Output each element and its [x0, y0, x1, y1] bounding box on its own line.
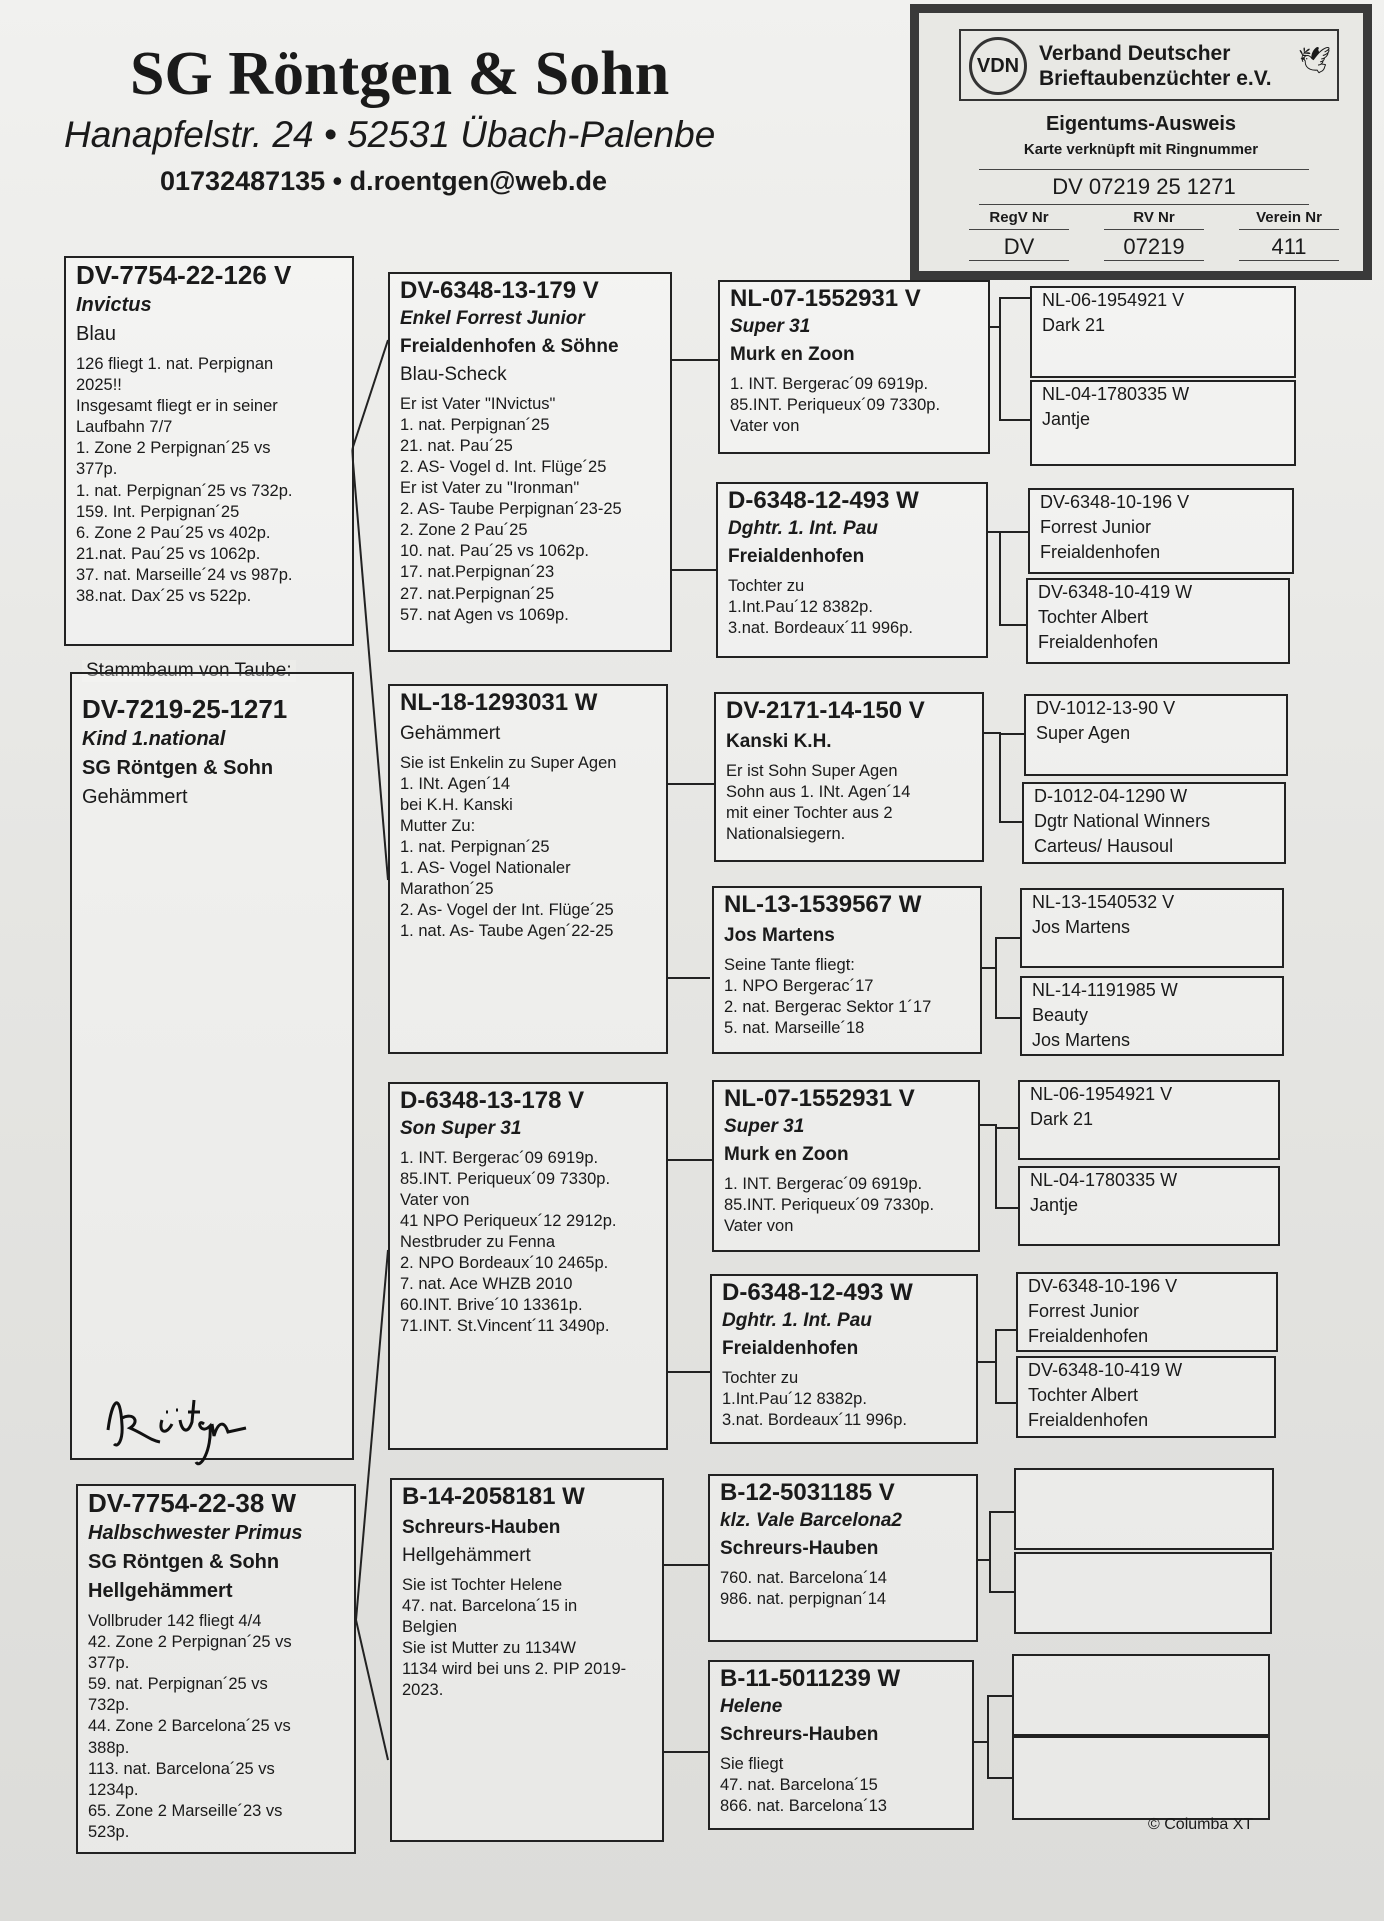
gen4-card	[1022, 782, 1286, 864]
gen2-line: Sie ist Tochter Helene	[402, 1575, 563, 1594]
sire-line: 21.nat. Pau´25 vs 1062p.	[76, 544, 261, 563]
subject-breeder: SG Röntgen & Sohn	[82, 756, 274, 779]
gen2-line: Nestbruder zu Fenna	[400, 1233, 556, 1252]
dam-color: Hellgehämmert	[88, 1579, 233, 1602]
gen2-line: 1. INT. Bergerac´09 6919p.	[400, 1148, 599, 1167]
gen3-line: 85.INT. Periqueux´09 7330p.	[730, 395, 941, 414]
sire-line: 6. Zone 2 Pau´25 vs 402p.	[76, 523, 271, 542]
gen2-line: 47. nat. Barcelona´15 in	[402, 1596, 578, 1615]
gen4-ring: NL-14-1191985 W	[1032, 980, 1178, 1000]
dam-line: Vollbruder 142 fliegt 4/4	[88, 1611, 262, 1630]
connector-g3e-g4i	[978, 1125, 1018, 1128]
gen3-breeder: Murk en Zoon	[730, 343, 855, 365]
gen2-performance	[400, 1148, 656, 1338]
gen2-performance	[400, 753, 656, 943]
dam-line: 65. Zone 2 Marseille´23 vs	[88, 1801, 283, 1820]
gen3-breeder: Schreurs-Hauben	[720, 1537, 879, 1559]
sire-line: 159. Int. Perpignan´25	[76, 502, 240, 521]
sire-line: Insgesamt fliegt er in seiner	[76, 397, 278, 416]
gen4-card	[1030, 286, 1296, 378]
gen3-line: 1.Int.Pau´12 8382p.	[728, 597, 873, 616]
gen3-ring: D-6348-12-493 W	[728, 487, 919, 514]
dam-line: 59. nat. Perpignan´25 vs	[88, 1675, 268, 1694]
gen3-line: 1. INT. Bergerac´09 6919p.	[730, 374, 929, 393]
gen4-breeder: Carteus/ Hausoul	[1034, 835, 1174, 856]
regv-value: DV	[969, 230, 1069, 261]
association-name-line1: Verband Deutscher	[1039, 42, 1231, 65]
gen3-breeder: Freialdenhofen	[722, 1337, 859, 1359]
gen2-line: 60.INT. Brive´10 13361p.	[400, 1296, 583, 1315]
gen4-name: Super Agen	[1036, 722, 1131, 743]
gen2-line: 1. AS- Vogel Nationaler	[400, 859, 571, 878]
gen2-line: 57. nat Agen vs 1069p.	[400, 605, 569, 624]
gen3-line: Sohn aus 1. INt. Agen´14	[726, 782, 911, 801]
gen2-ring: NL-18-1293031 W	[400, 689, 598, 716]
sire-line: 37. nat. Marseille´24 vs 987p.	[76, 565, 293, 584]
sire-name: Invictus	[76, 293, 152, 316]
sire-ring: DV-7754-22-126 V	[76, 260, 292, 290]
gen2-line: 1134 wird bei uns 2. PIP 2019-	[402, 1660, 627, 1679]
dam-line: 1234p.	[88, 1780, 139, 1799]
gen3-ring: B-12-5031185 V	[720, 1479, 895, 1506]
gen3-breeder: Schreurs-Hauben	[720, 1723, 879, 1745]
gen2-line: 10. nat. Pau´25 vs 1062p.	[400, 542, 589, 561]
dam-line: 44. Zone 2 Barcelona´25 vs	[88, 1717, 291, 1736]
pedigree-label: Stammbaum von Taube:	[82, 660, 296, 682]
ownership-title: Eigentums-Ausweis	[1045, 113, 1237, 135]
gen4-name: Jantje	[1042, 408, 1091, 429]
gen3-ring: D-6348-12-493 W	[722, 1279, 913, 1306]
dam-line: 42. Zone 2 Perpignan´25 vs	[88, 1633, 292, 1651]
subject-ring: DV-7219-25-1271	[82, 694, 288, 724]
gen3-breeder: Jos Martens	[724, 924, 835, 946]
gen4-card	[1028, 488, 1294, 574]
gen4-ring: DV-6348-10-196 V	[1040, 492, 1190, 512]
association-logo: VDN	[969, 37, 1027, 95]
dam-line: 113. nat. Barcelona´25 vs	[88, 1759, 275, 1778]
grandsire-paternal-card	[388, 272, 672, 652]
gen3-lines	[724, 1174, 968, 1237]
gen2-ring: DV-6348-13-179 V	[400, 277, 599, 304]
gen2-performance	[400, 394, 660, 626]
connector-dam-gen2d	[356, 1620, 388, 1760]
gen3-lines	[720, 1754, 962, 1817]
gen4-ring: NL-06-1954921 V	[1042, 290, 1185, 310]
gen2-line: Vater von	[400, 1190, 470, 1209]
gen3-name: Helene	[720, 1695, 783, 1717]
gen3-card	[708, 1660, 974, 1830]
gen3-name: Super 31	[730, 315, 811, 337]
gen2-line: 1. INt. Agen´14	[400, 774, 511, 793]
gen3-line: 3.nat. Bordeaux´11 996p.	[728, 618, 913, 637]
gen3-lines	[728, 576, 976, 639]
gen2-line: bei K.H. Kanski	[400, 795, 513, 814]
sire-line: 1. nat. Perpignan´25 vs 732p.	[76, 481, 293, 500]
sire-line: 126 fliegt 1. nat. Perpignan	[76, 354, 274, 373]
sire-line: 38.nat. Dax´25 vs 522p.	[76, 587, 252, 606]
gen2-line: 1. nat. Perpignan´25	[400, 838, 550, 857]
gen3-lines	[720, 1568, 966, 1610]
gen4-card	[1024, 694, 1288, 776]
gen4-ring: NL-13-1540532 V	[1032, 892, 1175, 912]
gen2-line: 2023.	[402, 1681, 444, 1700]
gen2-breeder: Schreurs-Hauben	[402, 1516, 561, 1538]
gen3-line: 85.INT. Periqueux´09 7330p.	[724, 1195, 935, 1214]
sire-line: 2025!!	[76, 376, 122, 394]
sire-line: 1. Zone 2 Perpignan´25 vs	[76, 439, 271, 458]
gen2-line: 41 NPO Periqueux´12 2912p.	[400, 1211, 617, 1230]
verein-label: Verein Nr	[1239, 209, 1339, 230]
gen2-color: Blau-Scheck	[400, 363, 507, 385]
gen2-line: 27. nat.Perpignan´25	[400, 584, 555, 603]
gen4-name: Tochter Albert	[1028, 1384, 1139, 1405]
gen4-breeder: Freialdenhofen	[1028, 1409, 1149, 1430]
gen2-line: 21. nat. Pau´25	[400, 436, 513, 455]
gen4-breeder: Freialdenhofen	[1028, 1325, 1149, 1346]
dam-performance	[88, 1611, 344, 1843]
gen3-line: 1. INT. Bergerac´09 6919p.	[724, 1174, 923, 1193]
gen3-lines	[724, 955, 970, 1039]
gen3-breeder: Freialdenhofen	[728, 545, 865, 567]
gen2-line: Sie ist Mutter zu 1134W	[402, 1638, 576, 1657]
copyright-note: © Columba XT	[1148, 1816, 1254, 1833]
gen3-line: Er ist Sohn Super Agen	[726, 761, 898, 780]
gen3-ring: B-11-5011239 W	[720, 1665, 901, 1692]
gen2-line: Mutter Zu:	[400, 816, 476, 835]
subject-name: Kind 1.national	[82, 727, 226, 750]
gen3-line: Sie fliegt	[720, 1754, 784, 1773]
gen3-line: 1. NPO Bergerac´17	[724, 976, 874, 995]
gen3-card	[718, 280, 990, 454]
gen4-card	[1018, 1166, 1280, 1246]
gen3-line: Tochter zu	[722, 1368, 799, 1387]
gen4-name: Dark 21	[1042, 314, 1106, 335]
pigeon-icon: 🕊	[1297, 45, 1331, 75]
gen4-card	[1030, 380, 1296, 466]
dam-name: Halbschwester Primus	[88, 1521, 303, 1544]
dam-breeder: SG Röntgen & Sohn	[88, 1550, 280, 1573]
gen4-ring: NL-04-1780335 W	[1030, 1170, 1178, 1190]
gen2-line: 2. As- Vogel der Int. Flüge´25	[400, 901, 614, 920]
granddam-paternal-card	[388, 684, 668, 1054]
gen4-ring: DV-6348-10-196 V	[1028, 1276, 1178, 1296]
gen3-line: Nationalsiegern.	[726, 824, 846, 843]
gen3-name: Dghtr. 1. Int. Pau	[728, 517, 878, 539]
gen3-line: 2. nat. Bergerac Sektor 1´17	[724, 997, 932, 1016]
dam-line: 388p.	[88, 1738, 130, 1757]
regv-label: RegV Nr	[969, 209, 1069, 230]
gen3-line: 3.nat. Bordeaux´11 996p.	[722, 1410, 907, 1429]
gen2-color: Hellgehämmert	[402, 1544, 531, 1566]
dam-ring: DV-7754-22-38 W	[88, 1488, 297, 1518]
rv-label: RV Nr	[1104, 209, 1204, 230]
gen3-line: Vater von	[724, 1216, 794, 1235]
gen4-card-empty	[1014, 1552, 1272, 1634]
dam-line: 377p.	[88, 1654, 130, 1673]
gen3-ring: DV-2171-14-150 V	[726, 697, 925, 724]
gen2-ring: B-14-2058181 W	[402, 1483, 585, 1510]
gen2-performance	[402, 1575, 652, 1702]
gen3-line: 866. nat. Barcelona´13	[720, 1796, 887, 1815]
gen2-line: Belgien	[402, 1617, 458, 1636]
connector-g3f-g4k	[978, 1330, 1016, 1362]
gen4-ring: DV-6348-10-419 W	[1028, 1360, 1183, 1380]
connector-g3d-g4g	[980, 938, 1020, 968]
gen2-name: Enkel Forrest Junior	[400, 307, 585, 329]
connector-g3g-g4m	[976, 1512, 1014, 1560]
gen4-card	[1020, 888, 1284, 968]
gen2-line: 1. nat. Perpignan´25	[400, 415, 550, 434]
connector-dam-gen2c	[356, 1250, 388, 1620]
gen4-card	[1016, 1356, 1276, 1438]
gen2-line: Marathon´25	[400, 880, 494, 899]
association-name-line2: Brieftaubenzüchter e.V.	[1039, 67, 1272, 91]
gen4-ring: DV-6348-10-419 W	[1038, 582, 1193, 602]
gen2-line: 2. AS- Vogel d. Int. Flüge´25	[400, 457, 607, 476]
gen3-line: 5. nat. Marseille´18	[724, 1018, 865, 1037]
gen2-line: 71.INT. St.Vincent´11 3490p.	[400, 1317, 610, 1336]
gen2-line: 2. Zone 2 Pau´25	[400, 521, 528, 540]
gen3-lines	[726, 761, 972, 845]
sire-line: 377p.	[76, 460, 118, 479]
verein-value: 411	[1239, 230, 1339, 261]
gen3-ring: NL-07-1552931 V	[724, 1085, 915, 1112]
ownership-subtitle: Karte verknüpft mit Ringnummer	[1023, 141, 1259, 158]
breeder-contact: 01732487135 • d.roentgen@web.de	[160, 166, 607, 197]
sire-card	[64, 256, 354, 646]
gen4-ring: NL-04-1780335 W	[1042, 384, 1190, 404]
gen4-ring: DV-1012-13-90 V	[1036, 698, 1176, 718]
gen3-card	[712, 1080, 980, 1252]
gen3-breeder: Kanski K.H.	[726, 730, 832, 752]
gen3-line: 760. nat. Barcelona´14	[720, 1568, 887, 1587]
gen4-breeder: Freialdenhofen	[1038, 631, 1159, 652]
gen2-line: 85.INT. Periqueux´09 7330p.	[400, 1169, 611, 1188]
gen3-card	[714, 692, 984, 862]
connector-g3c-g4e	[984, 733, 1024, 734]
gen4-card-empty	[1012, 1654, 1270, 1736]
gen3-line: Tochter zu	[728, 576, 805, 595]
grandsire-maternal-card	[388, 1082, 668, 1450]
dam-line: 523p.	[88, 1822, 130, 1841]
sire-line: Laufbahn 7/7	[76, 418, 173, 437]
gen4-name: Forrest Junior	[1040, 516, 1152, 537]
gen2-line: Er ist Vater "INvictus"	[400, 394, 556, 413]
gen2-breeder: Freialdenhofen & Söhne	[400, 335, 619, 357]
gen4-name: Dark 21	[1030, 1108, 1094, 1129]
gen2-name: Son Super 31	[400, 1117, 522, 1139]
gen2-line: Er ist Vater zu "Ironman"	[400, 479, 580, 498]
gen2-line: 2. NPO Bordeaux´10 2465p.	[400, 1254, 609, 1273]
gen3-line: Seine Tante fliegt:	[724, 955, 855, 974]
gen3-lines	[730, 374, 978, 437]
subject-card	[70, 672, 354, 1460]
gen3-name: klz. Vale Barcelona2	[720, 1509, 903, 1531]
gen4-name: Jantje	[1030, 1194, 1079, 1215]
gen3-card	[708, 1474, 978, 1642]
breeder-name: SG Röntgen & Sohn	[130, 40, 670, 108]
gen3-name: Dghtr. 1. Int. Pau	[722, 1309, 872, 1331]
gen3-ring: NL-13-1539567 W	[724, 891, 922, 918]
connector-sire-gen2b	[352, 450, 388, 880]
gen3-lines	[722, 1368, 966, 1431]
gen3-card	[710, 1274, 978, 1444]
gen2-ring: D-6348-13-178 V	[400, 1087, 585, 1114]
connector-sire-gen2a	[352, 340, 388, 450]
gen4-ring: D-1012-04-1290 W	[1034, 786, 1188, 806]
gen4-name: Jos Martens	[1032, 916, 1131, 937]
rv-value: 07219	[1104, 230, 1204, 261]
gen3-line: Vater von	[730, 416, 800, 435]
gen4-name: Forrest Junior	[1028, 1300, 1140, 1321]
gen3-line: 1.Int.Pau´12 8382p.	[722, 1389, 867, 1408]
breeder-address: Hanapfelstr. 24 • 52531 Übach-Palenbe	[64, 114, 716, 156]
granddam-maternal-card	[390, 1478, 664, 1842]
gen4-card-empty	[1012, 1736, 1270, 1820]
gen4-card	[1016, 1272, 1278, 1352]
gen3-breeder: Murk en Zoon	[724, 1143, 849, 1165]
gen4-card-empty	[1014, 1468, 1274, 1550]
subject-color: Gehämmert	[82, 785, 188, 808]
dam-line: 732p.	[88, 1696, 130, 1715]
gen4-ring: NL-06-1954921 V	[1030, 1084, 1173, 1104]
gen4-breeder: Jos Martens	[1032, 1029, 1131, 1050]
gen4-name: Tochter Albert	[1038, 606, 1149, 627]
gen2-line: 17. nat.Perpignan´23	[400, 563, 555, 582]
handwritten-signature	[100, 1370, 280, 1480]
gen3-line: 47. nat. Barcelona´15	[720, 1775, 878, 1794]
gen4-breeder: Freialdenhofen	[1040, 541, 1161, 562]
gen3-ring: NL-07-1552931 V	[730, 285, 921, 312]
dam-card	[76, 1484, 356, 1854]
gen2-line: Sie ist Enkelin zu Super Agen	[400, 753, 617, 772]
gen3-name: Super 31	[724, 1115, 805, 1137]
gen4-card	[1018, 1080, 1280, 1160]
gen4-card	[1026, 578, 1290, 664]
gen2-line: 2. AS- Taube Perpignan´23-25	[400, 500, 622, 519]
gen2-color: Gehämmert	[400, 722, 501, 744]
gen4-card	[1020, 976, 1284, 1056]
sire-performance	[76, 354, 342, 607]
sire-color: Blau	[76, 322, 117, 345]
gen4-name: Beauty	[1032, 1004, 1089, 1025]
gen2-line: 1. nat. As- Taube Agen´22-25	[400, 922, 614, 941]
gen3-card	[716, 482, 988, 658]
gen3-line: mit einer Tochter aus 2	[726, 803, 893, 822]
gen3-card	[712, 886, 982, 1054]
ownership-ring-number: DV 07219 25 1271	[979, 169, 1309, 205]
connector-g3a-g4a	[990, 298, 1030, 327]
gen2-line: 7. nat. Ace WHZB 2010	[400, 1275, 573, 1294]
connector-g3h-g4o	[972, 1696, 1012, 1742]
gen3-line: 986. nat. perpignan´14	[720, 1589, 887, 1608]
gen4-name: Dgtr National Winners	[1034, 810, 1211, 831]
